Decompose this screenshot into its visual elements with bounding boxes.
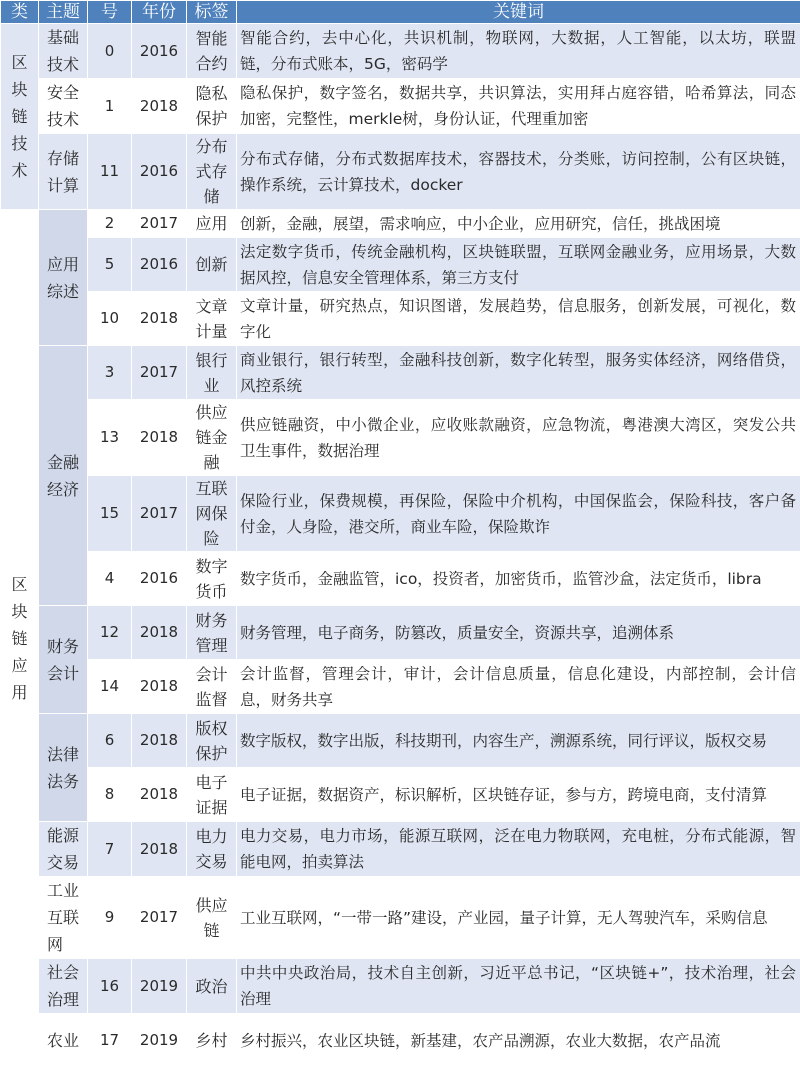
- tag-cell: 电子证据: [187, 768, 237, 822]
- table-row: [1, 552, 800, 606]
- table-row: [1, 714, 800, 768]
- table-row: [1, 292, 800, 346]
- keywords-cell: 数字货币，金融监管，ico，投资者，加密货币，监管沙盒，法定货币，libra: [237, 552, 800, 606]
- table-row: [1, 79, 800, 134]
- keywords-cell: 中共中央政治局，技术自主创新，习近平总书记，“区块链+”，技术治理，社会治理: [237, 959, 800, 1014]
- table-row: [1, 822, 800, 877]
- keywords-cell: 保险行业，保费规模，再保险，保险中介机构，中国保监会，保险科技，客户备付金，人身险，港交所，商业车险，保险欺诈: [237, 476, 800, 552]
- year-cell: 2017: [132, 877, 187, 959]
- year-cell: 2018: [132, 714, 187, 768]
- topic-cell: 社会治理: [39, 959, 88, 1014]
- year-cell: 2018: [132, 79, 187, 134]
- tag-cell: 版权保护: [187, 714, 237, 768]
- tag-cell: 隐私保护: [187, 79, 237, 134]
- number-cell: 3: [88, 346, 132, 400]
- number-cell: 10: [88, 292, 132, 346]
- tag-cell: 创新: [187, 238, 237, 292]
- keywords-cell: 创新，金融，展望，需求响应，中小企业，应用研究，信任，挑战困境: [237, 210, 800, 238]
- number-cell: 6: [88, 714, 132, 768]
- number-cell: 14: [88, 660, 132, 714]
- keywords-cell: 隐私保护，数字签名，数据共享，共识算法，实用拜占庭容错，哈希算法，同态加密，完整性，merkle树，身份认证，代理重加密: [237, 79, 800, 134]
- topic-cell: 能源交易: [39, 822, 88, 877]
- table-row: [1, 24, 800, 79]
- number-cell: 16: [88, 959, 132, 1014]
- tag-cell: 银行业: [187, 346, 237, 400]
- number-cell: 2: [88, 210, 132, 238]
- tag-cell: 智能合约: [187, 24, 237, 79]
- table-row: [1, 877, 800, 959]
- topic-cell: 基础技术: [39, 24, 88, 79]
- number-cell: 0: [88, 24, 132, 79]
- keywords-cell: 电子证据，数据资产，标识解析，区块链存证，参与方，跨境电商，支付清算: [237, 768, 800, 822]
- number-cell: 17: [88, 1014, 132, 1068]
- year-cell: 2018: [132, 768, 187, 822]
- tag-cell: 乡村: [187, 1014, 237, 1068]
- table-row: [1, 210, 800, 238]
- table-row: [1, 476, 800, 552]
- tag-cell: 财务管理: [187, 606, 237, 660]
- keywords-cell: 分布式存储，分布式数据库技术，容器技术，分类账，访问控制，公有区块链，操作系统，云计算技术，docker: [237, 134, 800, 210]
- keywords-cell: 财务管理，电子商务，防篡改，质量安全，资源共享，追溯体系: [237, 606, 800, 660]
- tag-cell: 政治: [187, 959, 237, 1014]
- year-cell: 2016: [132, 238, 187, 292]
- keywords-cell: 供应链融资，中小微企业，应收账款融资，应急物流，粤港澳大湾区，突发公共卫生事件，数据治理: [237, 400, 800, 476]
- year-cell: 2016: [132, 24, 187, 79]
- year-cell: 2018: [132, 606, 187, 660]
- keywords-cell: 电力交易，电力市场，能源互联网，泛在电力物联网，充电桩，分布式能源，智能电网，拍卖算法: [237, 822, 800, 877]
- number-cell: 12: [88, 606, 132, 660]
- category-cell: 区块链应用: [1, 210, 39, 1068]
- year-cell: 2018: [132, 400, 187, 476]
- number-cell: 5: [88, 238, 132, 292]
- tag-cell: 文章计量: [187, 292, 237, 346]
- table-row: [1, 400, 800, 476]
- year-cell: 2017: [132, 476, 187, 552]
- number-cell: 1: [88, 79, 132, 134]
- topic-cell: 应用综述: [39, 210, 88, 346]
- keywords-cell: 数字版权，数字出版，科技期刊，内容生产，溯源系统，同行评议，版权交易: [237, 714, 800, 768]
- number-cell: 15: [88, 476, 132, 552]
- keywords-cell: 会计监督，管理会计，审计，会计信息质量，信息化建设，内部控制，会计信息，财务共享: [237, 660, 800, 714]
- topic-cell: 工业互联网: [39, 877, 88, 959]
- table-row: [1, 959, 800, 1014]
- table-row: [1, 768, 800, 822]
- year-cell: 2017: [132, 346, 187, 400]
- year-cell: 2017: [132, 210, 187, 238]
- year-cell: 2019: [132, 959, 187, 1014]
- tag-cell: 数字货币: [187, 552, 237, 606]
- year-cell: 2016: [132, 552, 187, 606]
- tag-cell: 会计监督: [187, 660, 237, 714]
- tag-cell: 电力交易: [187, 822, 237, 877]
- tag-cell: 互联网保险: [187, 476, 237, 552]
- topic-cell: 法律法务: [39, 714, 88, 822]
- year-cell: 2019: [132, 1014, 187, 1068]
- header-number: 号: [88, 1, 132, 24]
- number-cell: 7: [88, 822, 132, 877]
- table-row: [1, 346, 800, 400]
- keywords-cell: 工业互联网，“一带一路”建设，产业园，量子计算，无人驾驶汽车，采购信息: [237, 877, 800, 959]
- number-cell: 9: [88, 877, 132, 959]
- topic-cell: 农业: [39, 1014, 88, 1068]
- topic-cell: 财务会计: [39, 606, 88, 714]
- header-row: [1, 1, 800, 24]
- table-row: [1, 660, 800, 714]
- topic-cell: 安全技术: [39, 79, 88, 134]
- tag-cell: 分布式存储: [187, 134, 237, 210]
- table-row: [1, 1014, 800, 1068]
- tag-cell: 供应链: [187, 877, 237, 959]
- header-year: 年份: [132, 1, 187, 24]
- table-row: [1, 134, 800, 210]
- number-cell: 8: [88, 768, 132, 822]
- number-cell: 11: [88, 134, 132, 210]
- number-cell: 13: [88, 400, 132, 476]
- year-cell: 2018: [132, 660, 187, 714]
- keywords-cell: 乡村振兴，农业区块链，新基建，农产品溯源，农业大数据，农产品流: [237, 1014, 800, 1068]
- header-topic: 主题: [39, 1, 88, 24]
- keywords-cell: 商业银行，银行转型，金融科技创新，数字化转型，服务实体经济，网络借贷，风控系统: [237, 346, 800, 400]
- header-category: 类: [1, 1, 39, 24]
- year-cell: 2018: [132, 822, 187, 877]
- tag-cell: 供应链金融: [187, 400, 237, 476]
- year-cell: 2016: [132, 134, 187, 210]
- keywords-cell: 文章计量，研究热点，知识图谱，发展趋势，信息服务，创新发展，可视化，数字化: [237, 292, 800, 346]
- number-cell: 4: [88, 552, 132, 606]
- keywords-cell: 智能合约，去中心化，共识机制，物联网，大数据，人工智能，以太坊，联盟链，分布式账本，5G，密码学: [237, 24, 800, 79]
- tag-cell: 应用: [187, 210, 237, 238]
- topic-cell: 金融经济: [39, 346, 88, 606]
- year-cell: 2018: [132, 292, 187, 346]
- topic-cell: 存储计算: [39, 134, 88, 210]
- category-cell: 区块链技术: [1, 24, 39, 210]
- header-tag: 标签: [187, 1, 237, 24]
- keywords-cell: 法定数字货币，传统金融机构，区块链联盟，互联网金融业务，应用场景，大数据风控，信息安全管理体系，第三方支付: [237, 238, 800, 292]
- table-row: [1, 606, 800, 660]
- table-row: [1, 238, 800, 292]
- header-keywords: 关键词: [237, 1, 800, 24]
